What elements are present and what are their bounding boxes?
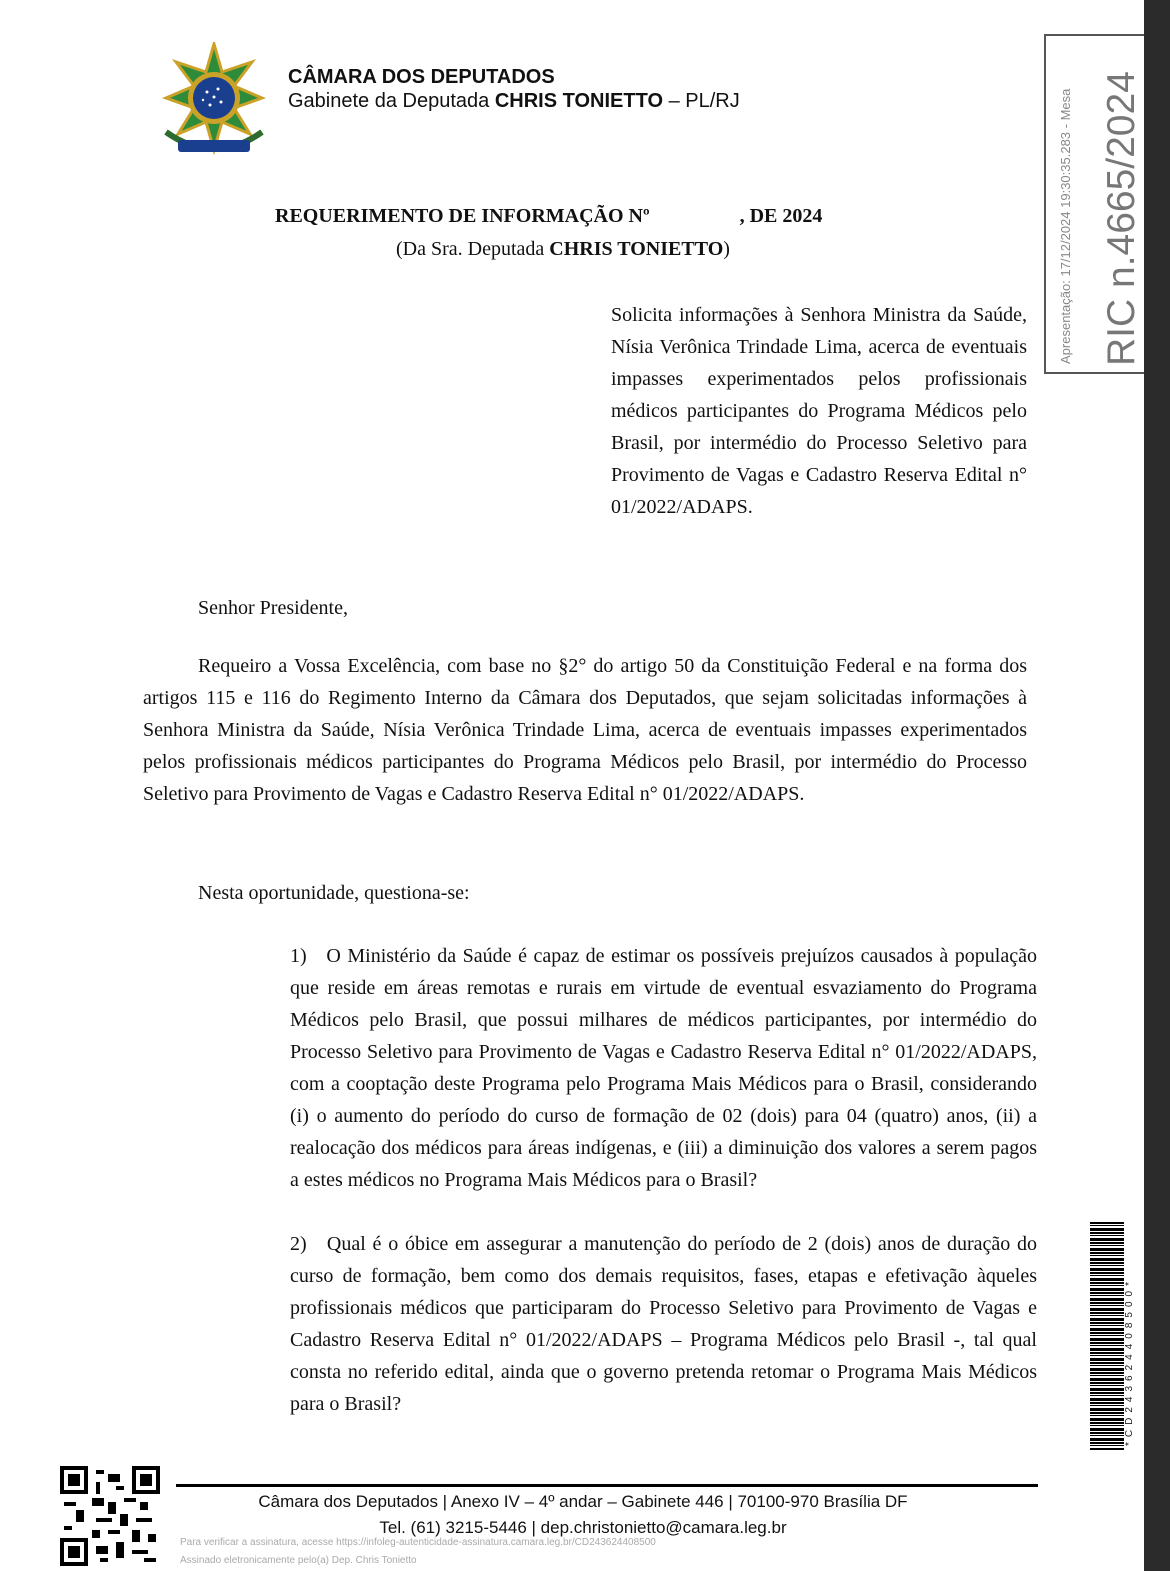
subtitle-name: CHRIS TONIETTO <box>549 238 724 260</box>
subtitle-close: ) <box>723 238 730 260</box>
body-paragraph: Requeiro a Vossa Excelência, com base no §2° do artigo 50 da Constituição Federal e na forma dos artigos 115 e 116 do Regimento Interno da Câmara dos Deputados, que sejam solicitadas informações à Senhora Ministra da Saúde, Nísia Verônica Trindade Lima, acerca de eventuais impasses experimentados pelos profissionais médicos participantes do Programa Médicos pelo Brasil, por intermédio do Processo Seletivo para Provimento de Vagas e Cadastro Reserva Edital n° 01/2022/ADAPS. <box>143 655 1027 805</box>
subtitle-open: (Da Sra. Deputada <box>396 238 545 260</box>
office-prefix: Gabinete da Deputada <box>288 90 490 112</box>
signed-by: Assinado eletronicamente pelo(a) Dep. Chris Tonietto <box>180 1555 417 1566</box>
question-item: 1) O Ministério da Saúde é capaz de estimar os possíveis prejuízos causados à população que reside em áreas remotas e rurais em virtude de eventual esvaziamento do Programa Médicos pelo Brasil, que possui milhares de médicos participantes, por intermédio do Processo Seletivo para Provimento de Vagas e Cadastro Reserva Edital n° 01/2022/ADAPS, com a cooptação deste Programa pelo Programa Mais Médicos para o Brasil, considerando (i) o aumento do período do curso de formação de 02 (dois) para 04 (quatro) anos, (ii) a realocação dos médicos para áreas indígenas, e (iii) a diminuição dos valores a serem pagos a estes médicos no Programa Mais Médicos para o Brasil? <box>290 945 1037 1191</box>
institution-name: CÂMARA DOS DEPUTADOS <box>288 66 555 88</box>
salutation: Senhor Presidente, <box>198 597 348 619</box>
barcode-icon <box>1090 1222 1124 1450</box>
document-title: REQUERIMENTO DE INFORMAÇÃO Nº , DE 2024 <box>275 205 823 227</box>
party: – PL/RJ <box>668 90 740 112</box>
deputy-name: CHRIS TONIETTO <box>494 90 664 112</box>
question-item: 2) Qual é o óbice em assegurar a manutenção do período de 2 (dois) anos de duração do curso de formação, bem como dos demais requisitos, fases, etapas e efetivação àqueles profissionais médicos que participaram do Processo Seletivo para Provimento de Vagas e Cadastro Reserva Edital n° 01/2022/ADAPS – Programa Médicos pelo Brasil -, tal qual consta no referido edital, ainda que o governo pretenda retomar o Programa Mais Médicos para o Brasil? <box>290 1233 1037 1415</box>
presentation-date: Apresentação: 17/12/2024 19:30:35.283 - Mesa <box>1058 88 1073 364</box>
ric-number: RIC n.4665/2024 <box>1100 71 1143 366</box>
qr-code-icon <box>60 1466 160 1566</box>
barcode-text: *CD243624408500* <box>1124 1277 1135 1446</box>
brazil-coat-of-arms-icon <box>158 42 270 166</box>
verification-link[interactable]: Para verificar a assinatura, acesse https://infoleg-autenticidade-assinatura.camara.leg.br/CD243624408500 <box>180 1537 656 1548</box>
document-subtitle <box>396 238 730 261</box>
presentation-stamp <box>1044 34 1144 374</box>
footer-address: Câmara dos Deputados | Anexo IV – 4º andar – Gabinete 446 | 70100-970 Brasília DF <box>258 1492 908 1511</box>
footer-divider <box>176 1484 1038 1487</box>
office-line <box>288 90 740 113</box>
ementa: Solicita informações à Senhora Ministra da Saúde, Nísia Verônica Trindade Lima, acerca de eventuais impasses experimentados pelos profissionais médicos participantes do Programa Médicos pelo Brasil, por intermédio do Processo Seletivo para Provimento de Vagas e Cadastro Reserva Edital n° 01/2022/ADAPS. <box>611 304 1027 518</box>
footer-contact: Tel. (61) 3215-5446 | dep.christonietto@camara.leg.br <box>379 1518 787 1537</box>
questions-intro: Nesta oportunidade, questiona-se: <box>198 882 470 904</box>
